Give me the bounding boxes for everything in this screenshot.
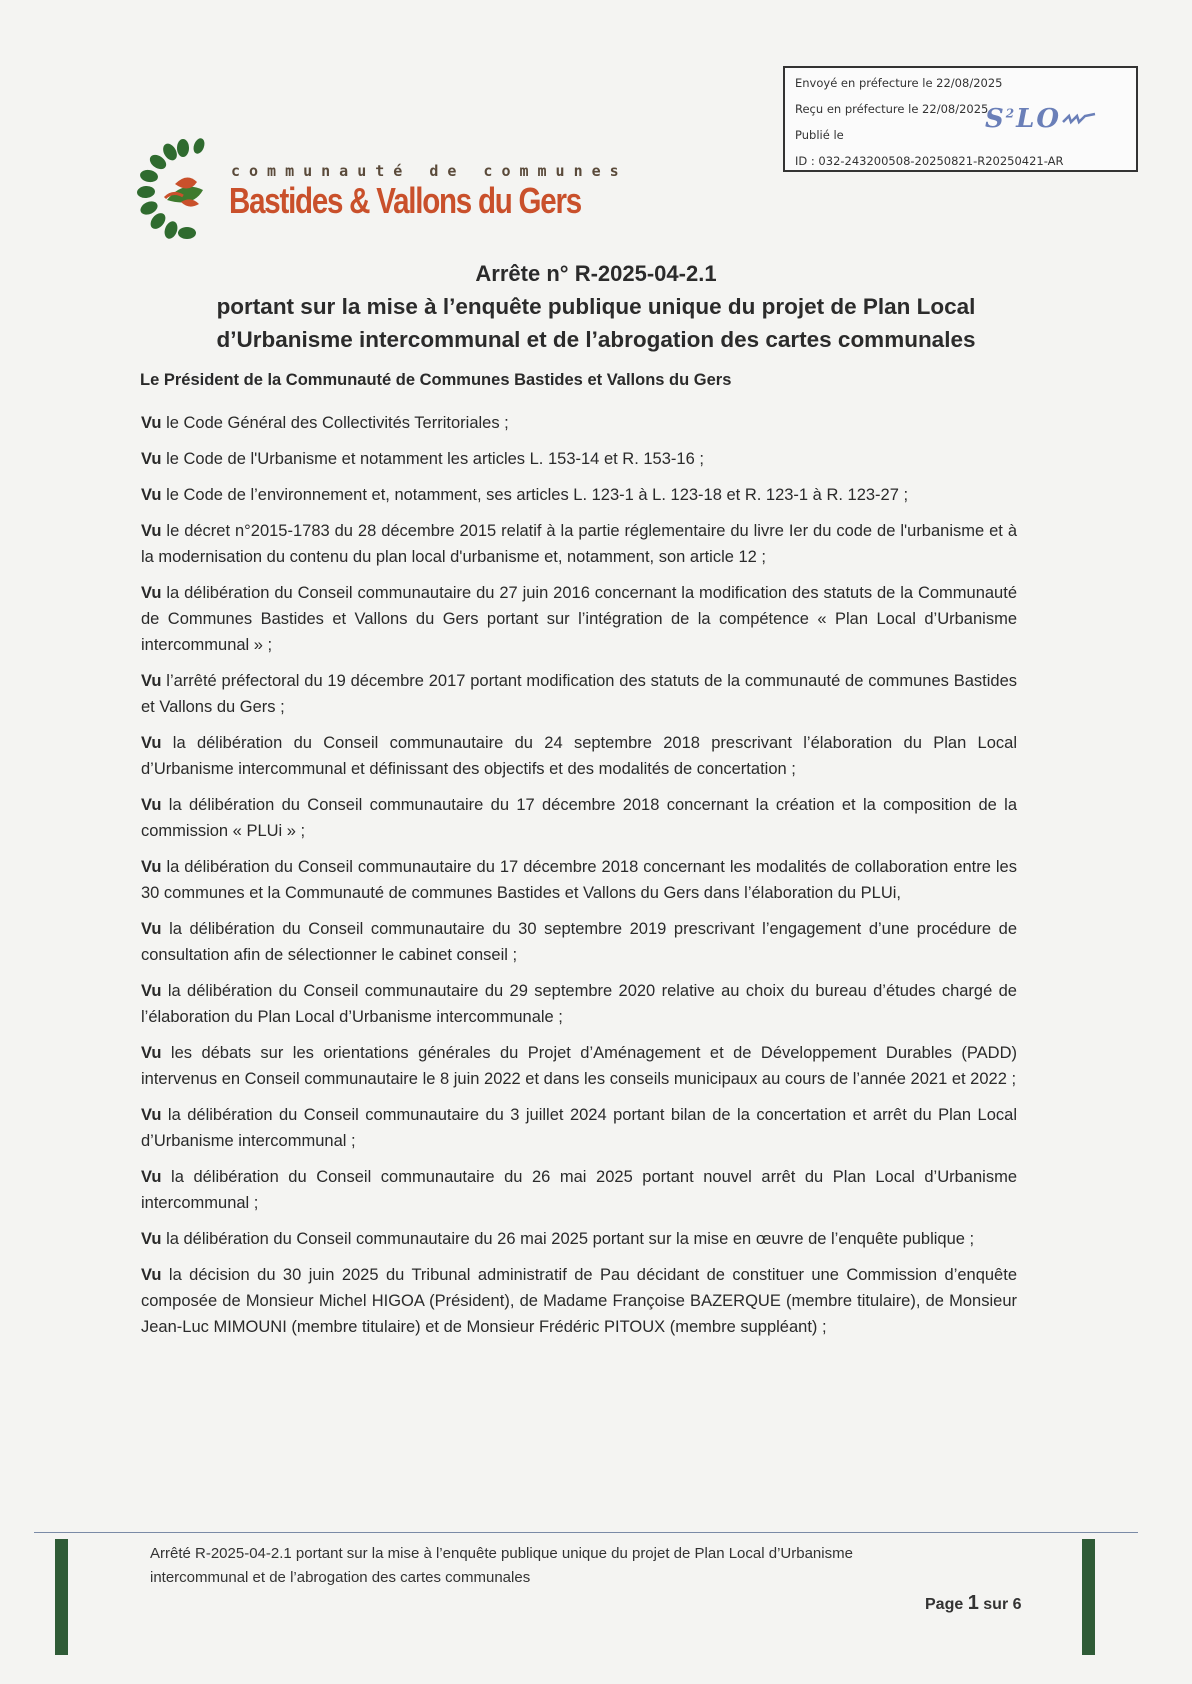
visa-paragraph: Vu la délibération du Conseil communautaire du 17 décembre 2018 concernant les modalités de collaboration entre les 30 communes et la Communauté de communes Bastides et Vallons du Gers dans l’élaboration du PLUi, xyxy=(141,858,1017,902)
visa-paragraph: Vu la délibération du Conseil communautaire du 30 septembre 2019 prescrivant l’engagement d’une procédure de consultation afin de sélectionner le cabinet conseil ; xyxy=(141,920,1017,964)
footer-divider xyxy=(34,1532,1138,1533)
visa-paragraph: Vu l’arrêté préfectoral du 19 décembre 2017 portant modification des statuts de la communauté de communes Bastides et Vallons du Gers ; xyxy=(141,672,1017,716)
stamp-received: Reçu en préfecture le 22/08/2025 xyxy=(795,102,989,116)
logo-tagline: communauté de communes xyxy=(231,162,628,180)
footer-line-2: intercommunal et de l’abrogation des cartes communales xyxy=(150,1569,531,1586)
leaf-wreath-icon xyxy=(137,138,237,248)
visa-paragraph: Vu le Code Général des Collectivités Territoriales ; xyxy=(141,414,509,432)
visa-paragraph: Vu la délibération du Conseil communautaire du 26 mai 2025 portant sur la mise en œuvre de l’enquête publique ; xyxy=(141,1230,975,1248)
slo-logo: $S^2LO$ xyxy=(985,104,1097,134)
stamp-sent: Envoyé en préfecture le 22/08/2025 xyxy=(795,76,1003,90)
visa-paragraph: Vu la délibération du Conseil communautaire du 26 mai 2025 portant nouvel arrêt du Plan Local d’Urbanisme intercommunal ; xyxy=(141,1168,1017,1212)
visa-paragraph: Vu les débats sur les orientations générales du Projet d’Aménagement et de Développement Durables (PADD) intervenus en Conseil communautaire le 8 juin 2022 et dans les conseils municipaux au cours de l’année 2021 et 2022 ; xyxy=(141,1044,1017,1088)
visa-list xyxy=(141,410,1017,1350)
footer-reference xyxy=(150,1542,1010,1590)
stamp-published: Publié le xyxy=(795,128,844,142)
visa-paragraph: Vu le Code de l'Urbanisme et notamment les articles L. 153-14 et R. 153-16 ; xyxy=(141,450,704,468)
arrete-number: Arrête n° R-2025-04-2.1 xyxy=(475,261,717,286)
prefecture-stamp xyxy=(783,66,1138,172)
visa-paragraph: Vu la décision du 30 juin 2025 du Tribunal administratif de Pau décidant de constituer une Commission d’enquête composée de Monsieur Michel HIGOA (Président), de Madame Françoise BAZERQUE (membre titulaire), de Monsieur Jean-Luc MIMOUNI (membre titulaire) et de Monsieur Frédéric PITOUX (membre suppléant) ; xyxy=(141,1266,1017,1336)
subject-line-2: d’Urbanisme intercommunal et de l’abrogation des cartes communales xyxy=(216,327,976,352)
visa-paragraph: Vu la délibération du Conseil communautaire du 17 décembre 2018 concernant la création et la composition de la commission « PLUi » ; xyxy=(141,796,1017,840)
footer-line-1: Arrêté R-2025-04-2.1 portant sur la mise à l’enquête publique unique du projet de Plan Local d’Urbanisme xyxy=(150,1545,853,1562)
president-heading: Le Président de la Communauté de Communes Bastides et Vallons du Gers xyxy=(140,371,732,389)
footer-right-bar xyxy=(1082,1539,1095,1655)
stamp-id: ID : 032-243200508-20250821-R20250421-AR xyxy=(795,154,1064,168)
visa-paragraph: Vu la délibération du Conseil communautaire du 3 juillet 2024 portant bilan de la concertation et arrêt du Plan Local d’Urbanisme intercommunal ; xyxy=(141,1106,1017,1150)
visa-paragraph: Vu la délibération du Conseil communautaire du 24 septembre 2018 prescrivant l’élaboration du Plan Local d’Urbanisme intercommunal et définissant des objectifs et des modalités de concertation ; xyxy=(141,734,1017,778)
visa-paragraph: Vu la délibération du Conseil communautaire du 29 septembre 2020 relative au choix du bureau d’études chargé de l’élaboration du Plan Local d’Urbanisme intercommunale ; xyxy=(141,982,1017,1026)
visa-paragraph: Vu le Code de l’environnement et, notamment, ses articles L. 123-1 à L. 123-18 et R. 123-1 à R. 123-27 ; xyxy=(141,486,909,504)
community-logo xyxy=(137,138,637,248)
logo-name: Bastides & Vallons du Gers xyxy=(229,180,581,221)
footer-left-bar xyxy=(55,1539,68,1655)
visa-paragraph: Vu le décret n°2015-1783 du 28 décembre 2015 relatif à la partie réglementaire du livre Ier du code de l'urbanisme et à la modernisation du contenu du plan local d'urbanisme et, notamment, son article 12 ; xyxy=(141,522,1017,566)
page-number: Page 1 sur 6 xyxy=(925,1592,1022,1614)
subject-line-1: portant sur la mise à l’enquête publique unique du projet de Plan Local xyxy=(216,294,976,319)
visa-paragraph: Vu la délibération du Conseil communautaire du 27 juin 2016 concernant la modification des statuts de la Communauté de Communes Bastides et Vallons du Gers portant sur l’intégration de la compétence « Plan Local d’Urbanisme intercommunal » ; xyxy=(141,584,1017,654)
